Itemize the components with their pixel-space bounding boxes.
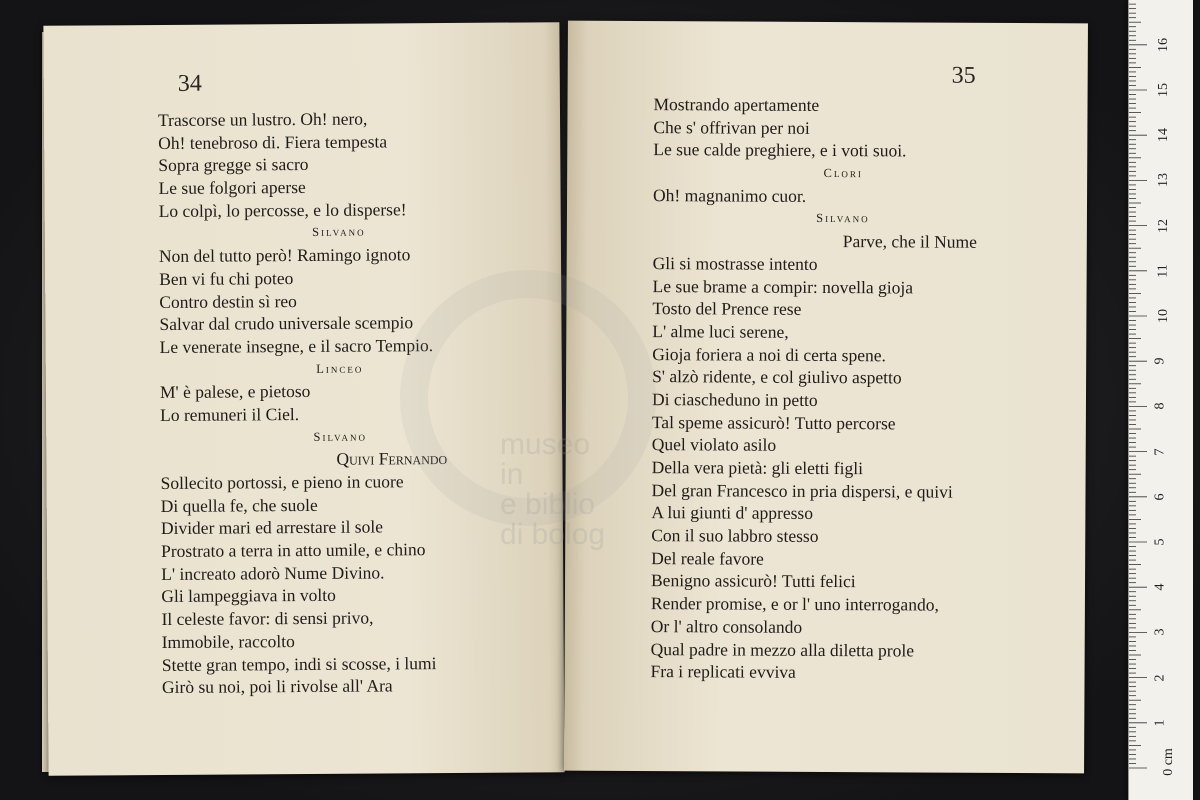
right-page-text <box>651 93 1034 685</box>
verse-line: Prostrato a terra in atto umile, e chino <box>160 539 426 562</box>
verse-line: Di quella fe, che suole <box>160 494 318 516</box>
ruler-number: 1 <box>1152 719 1168 727</box>
ruler-number: 9 <box>1152 357 1168 365</box>
ruler-number: 16 <box>1156 37 1171 52</box>
verse-line: Lo remuneri il Ciel. <box>160 403 300 425</box>
ruler-number: 6 <box>1152 493 1168 501</box>
verse-line: Gli lampeggiava in volto <box>161 585 336 607</box>
verse-line: S' alzò ridente, e col giulivo aspetto <box>652 366 902 388</box>
ruler-unit-label: 0 cm <box>1160 748 1176 776</box>
verse-line: Or l' altro consolando <box>650 615 803 637</box>
verse-line: Trascorse un lustro. Oh! nero, <box>157 108 368 131</box>
verse-line: Tal speme assicurò! Tutto percorse <box>651 411 896 433</box>
watermark-line: di bolog <box>500 518 606 551</box>
verse-line: Del reale favore <box>651 547 764 569</box>
verse-line: Le sue calde preghiere, e i voti suoi. <box>653 139 907 161</box>
verse-line: Tosto del Prence rese <box>652 298 802 320</box>
left-page-number: 34 <box>177 70 202 97</box>
verse-line: Con il suo labbro stesso <box>651 525 819 547</box>
speaker-name: Silvano <box>816 211 870 226</box>
verse-line: Parve, che il Nume <box>842 231 977 252</box>
verse-line: Salvar dal crudo universale scempio <box>159 312 414 335</box>
right-page-number: 35 <box>951 62 976 89</box>
verse-line: Divider mari ed arrestare il sole <box>160 516 384 539</box>
verse-line: Quivi Fernando <box>336 448 448 470</box>
verse-line: Lo colpì, lo percosse, e lo disperse! <box>158 199 407 221</box>
verse-line: L' alme luci serene, <box>652 320 789 342</box>
verse-line: L' increato adorò Nume Divino. <box>161 562 385 584</box>
speaker-name: Clori <box>823 166 863 181</box>
verse-line: Oh! tenebroso di. Fiera tempesta <box>158 131 388 153</box>
ruler-number: 13 <box>1156 173 1171 188</box>
verse-line: Oh! magnanimo cuor. <box>653 184 807 206</box>
verse-line: Girò su noi, poi li rivolse all' Ara <box>161 675 393 698</box>
verse-line: M' è palese, e pietoso <box>159 381 311 403</box>
verse-line: Gioja foriera a noi di certa spene. <box>652 343 886 365</box>
ruler-number: 11 <box>1155 264 1171 278</box>
verse-line: Sollecito portossi, e pieno in cuore <box>160 471 404 494</box>
verse-line: Stette gran tempo, indi si scosse, i lumi <box>161 652 437 675</box>
verse-line: Qual padre in mezzo alla diletta prole <box>650 638 915 660</box>
verse-line: Render promise, e or l' uno interrogando, <box>650 593 939 615</box>
ruler-number: 7 <box>1152 448 1168 456</box>
verse-line: Il celeste favor: di sensi privo, <box>161 607 374 630</box>
verse-line: Fra i replicati evviva <box>650 661 796 683</box>
verse-line: A lui giunti d' appresso <box>651 502 814 524</box>
ruler-number: 8 <box>1152 402 1168 410</box>
verse-line: Che s' offrivan per noi <box>653 116 810 138</box>
verse-line: Le venerate insegne, e il sacro Tempio. <box>159 334 434 357</box>
measuring-ruler <box>1128 0 1193 800</box>
verse-line: Sopra gregge si sacro <box>158 154 309 176</box>
verse-line: Ben vi fu chi poteo <box>159 267 294 289</box>
ruler-number: 10 <box>1156 309 1171 323</box>
verse-line: Di ciascheduno in petto <box>651 389 818 410</box>
ruler-number: 3 <box>1152 628 1168 636</box>
verse-line: Benigno assicurò! Tutti felici <box>650 570 856 592</box>
ruler-number: 14 <box>1156 128 1171 143</box>
verse-line: Gli si mostrasse intento <box>652 252 818 274</box>
verse-line: Immobile, raccolto <box>161 630 295 652</box>
verse-line: Le sue brame a compir: novella gioja <box>652 275 914 297</box>
ruler-number: 2 <box>1152 674 1168 682</box>
watermark-line: museo in <box>500 428 591 491</box>
ruler-number: 5 <box>1152 538 1168 546</box>
watermark-line: e biblio <box>500 488 596 521</box>
verse-line: Della vera pietà: gli eletti figli <box>651 457 864 479</box>
ruler-number: 4 <box>1152 583 1168 591</box>
verse-line: Contro destin sì reo <box>159 290 297 312</box>
speaker-name: Silvano <box>313 429 368 444</box>
verse-line: Quel violato asilo <box>651 434 777 456</box>
speaker-name: Linceo <box>316 361 364 376</box>
verse-line: Non del tutto però! Ramingo ignoto <box>158 244 411 267</box>
verse-line: Mostrando apertamente <box>653 94 820 115</box>
ruler-number: 15 <box>1156 83 1171 97</box>
speaker-name: Silvano <box>312 225 366 240</box>
verse-line: Le sue folgori aperse <box>158 177 306 199</box>
watermark-text <box>500 430 620 550</box>
ruler-number: 12 <box>1156 218 1171 233</box>
verse-line: Del gran Francesco in pria dispersi, e quivi <box>651 479 953 502</box>
